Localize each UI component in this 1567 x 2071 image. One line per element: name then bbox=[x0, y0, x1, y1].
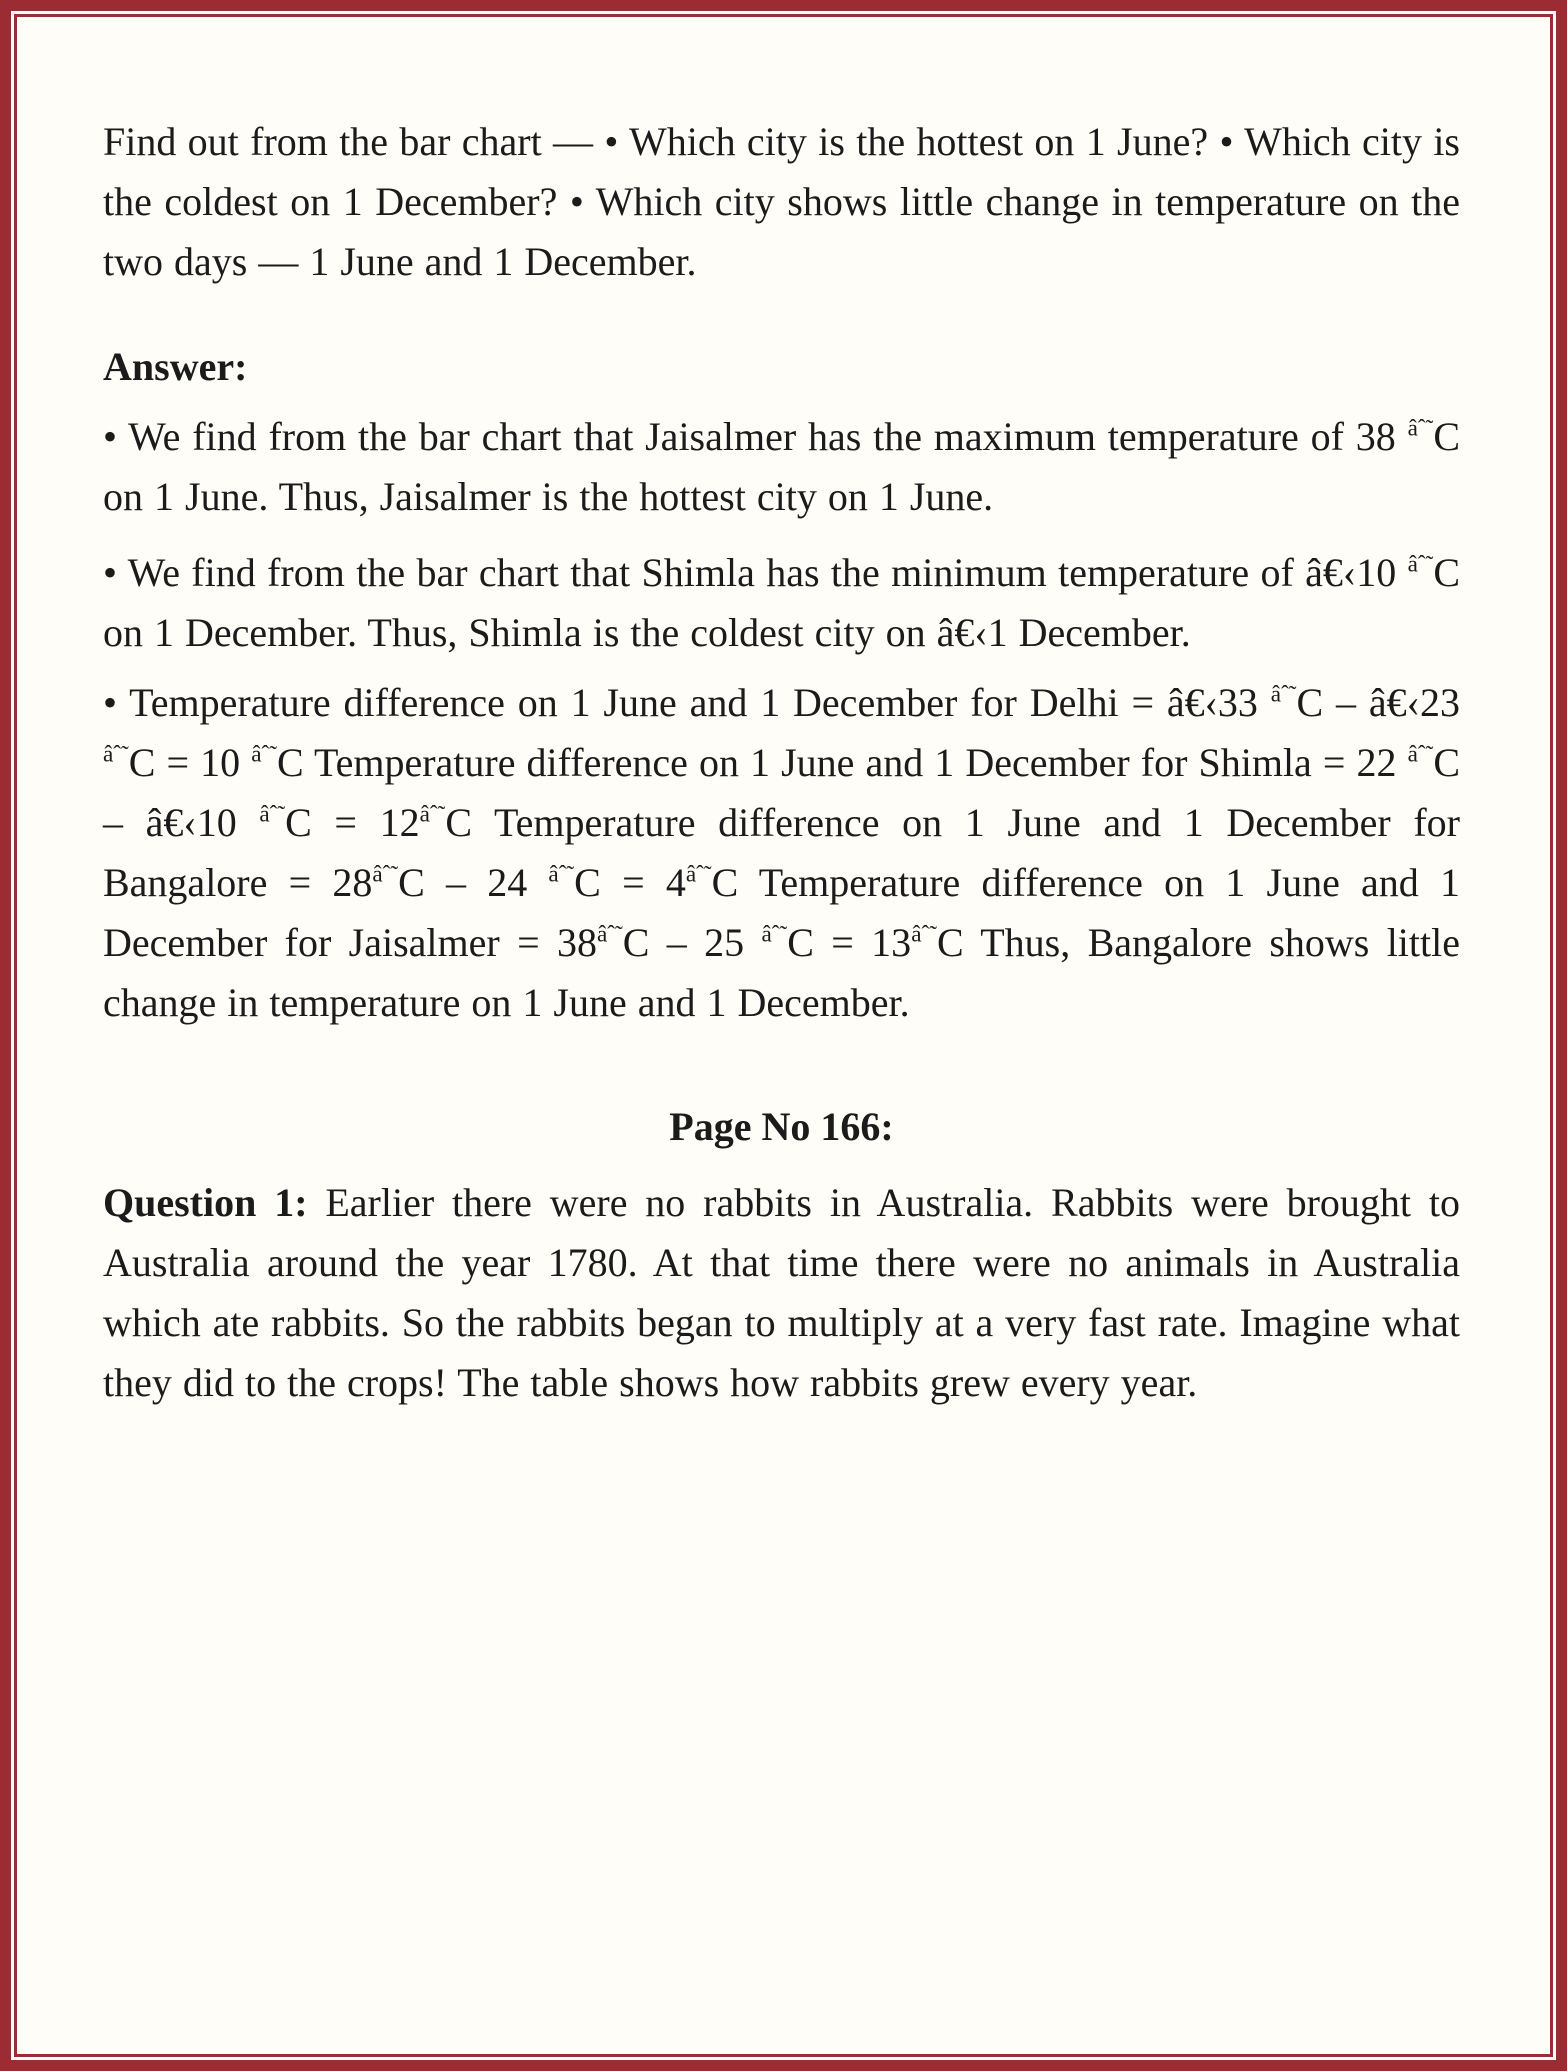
page-content bbox=[103, 112, 1460, 1413]
question-intro-paragraph: Find out from the bar chart — • Which city is the hottest on 1 June? • Which city is the coldest on 1 December? • Which city shows little change in temperature on the two days — 1 June and 1 December. bbox=[103, 119, 1460, 284]
answer-bullet-coldest-city: • We find from the bar chart that Shimla has the minimum temperature of â€‹10 $^{âˆ˜}$C on 1 December. Thus, Shimla is the coldest city on â€‹1 December. bbox=[103, 550, 1460, 655]
answer-bullet-hottest-city: • We find from the bar chart that Jaisalmer has the maximum temperature of 38 $^{âˆ˜}$C on 1 June. Thus, Jaisalmer is the hottest city on 1 June. bbox=[103, 414, 1460, 519]
question-1-paragraph: Question 1: Earlier there were no rabbits in Australia. Rabbits were brought to Australia around the year 1780. At that time there were no animals in Australia which ate rabbits. So the rabbits began to multiply at a very fast rate. Imagine what they did to the crops! The table shows how rabbits grew every year. bbox=[103, 1180, 1460, 1405]
answer-bullet-temperature-difference: • Temperature difference on 1 June and 1 December for Delhi = â€‹33 $^{âˆ˜}$C – â€‹23 $^{âˆ˜}$C = 10 $^{âˆ˜}$C Temperature difference on 1 June and 1 December for Shimla = 22 $^{âˆ˜}$C – â€‹10 $^{âˆ˜}C = 12^{âˆ˜}C$ Temperature difference on 1 June and 1 December for Bangalore = $28^{âˆ˜}C - 24$ $^{âˆ˜}C = 4^{âˆ˜}C$ Temperature difference on 1 June and 1 December for Jaisalmer = $38^{âˆ˜}C - 25$ $^{âˆ˜}C = 13^{âˆ˜}C$ Thus, Bangalore shows little change in temperature on 1 June and 1 December. bbox=[103, 680, 1461, 1025]
answer-label: Answer: bbox=[103, 344, 248, 389]
page-number-heading: Page No 166: bbox=[669, 1104, 894, 1149]
